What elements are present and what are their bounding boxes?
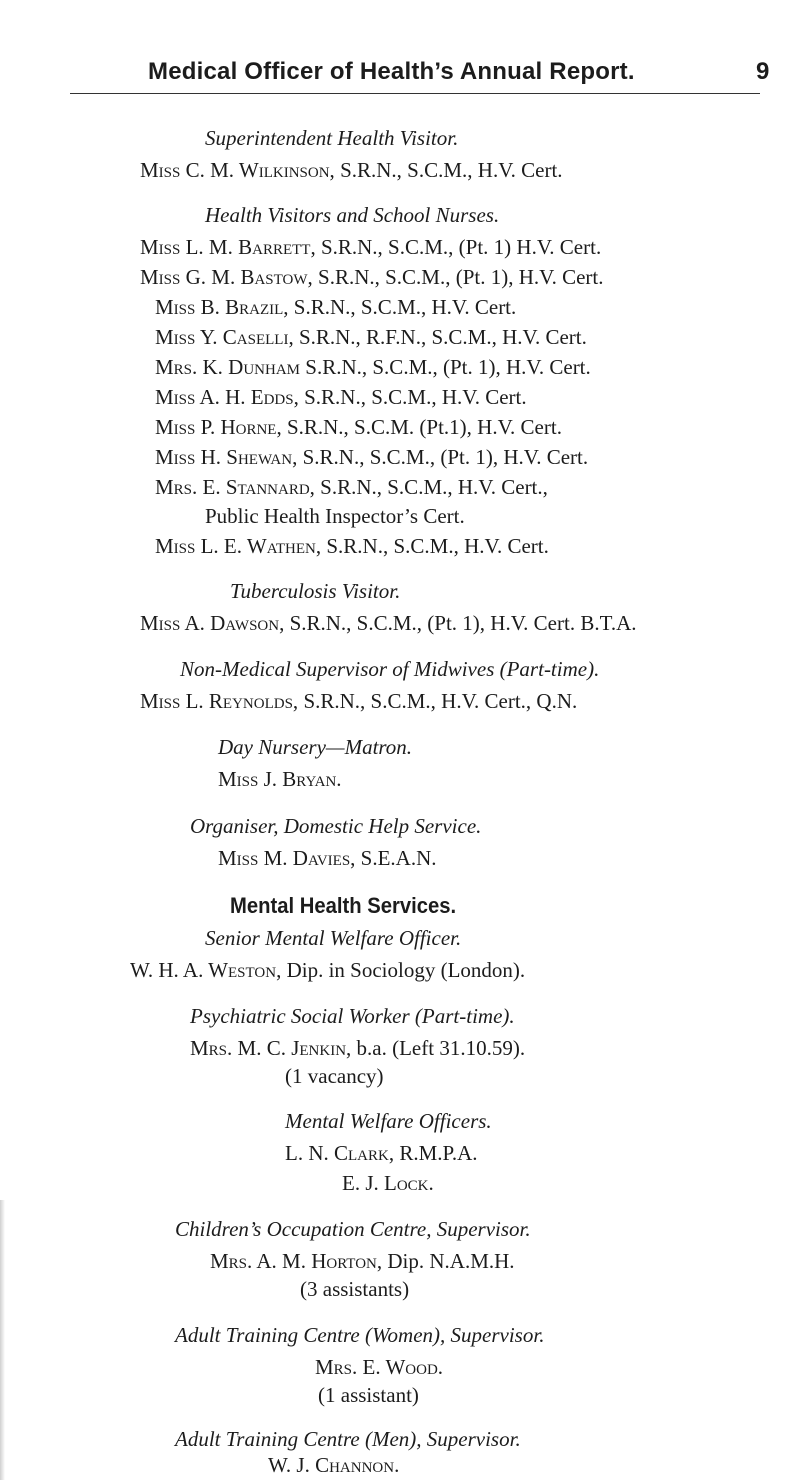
staff-entry-continuation xyxy=(285,1063,384,1089)
staff-entry xyxy=(210,1248,515,1274)
section-heading: Non-Medical Supervisor of Midwives (Part-time). xyxy=(180,657,600,681)
report-title: Medical Officer of Health’s Annual Report. xyxy=(148,58,635,85)
vacancy-note: (1 vacancy) xyxy=(285,1064,384,1088)
staff-name: L. N. Clark, xyxy=(285,1141,395,1165)
staff-name: Miss P. Horne, xyxy=(155,415,282,439)
section-heading: Superintendent Health Visitor. xyxy=(205,126,459,150)
staff-entry xyxy=(140,610,637,636)
staff-entry xyxy=(218,766,342,792)
mental-health-section-title: Mental Health Services. xyxy=(230,893,457,918)
staff-qualifications: S.R.N., S.C.M. (Pt.1), H.V. Cert. xyxy=(286,415,562,439)
staff-qualifications: S.R.N., S.C.M., H.V. Cert. xyxy=(293,295,517,319)
staff-entry xyxy=(155,474,548,500)
binding-shadow xyxy=(0,1200,5,1480)
staff-name: E. J. Lock. xyxy=(342,1171,434,1195)
staff-entry xyxy=(155,444,588,470)
assistants-note: (3 assistants) xyxy=(300,1277,410,1301)
page-number: 9 xyxy=(756,58,770,85)
section-heading: Mental Welfare Officers. xyxy=(285,1109,492,1133)
staff-name: Miss C. M. Wilkinson, xyxy=(140,158,335,182)
staff-name: Mrs. E. Stannard, xyxy=(155,475,315,499)
staff-entry xyxy=(285,1140,478,1166)
staff-qualifications: S.R.N., S.C.M., (Pt. 1), H.V. Cert. B.T.A. xyxy=(289,611,637,635)
assistants-note: (1 assistant) xyxy=(318,1383,419,1407)
staff-entry xyxy=(155,294,516,320)
staff-qualifications: b.a. (Left 31.10.59). xyxy=(356,1036,526,1060)
staff-qualifications: S.R.N., S.C.M., H.V. Cert. xyxy=(340,158,563,182)
staff-entry xyxy=(315,1354,443,1380)
staff-entry-continuation xyxy=(318,1382,419,1408)
staff-name: Mrs. E. Wood. xyxy=(315,1355,444,1379)
staff-qualifications: S.R.N., S.C.M., (Pt. 1) H.V. Cert. xyxy=(320,235,602,259)
staff-qualifications: S.E.A.N. xyxy=(360,846,437,870)
section-heading: Senior Mental Welfare Officer. xyxy=(205,926,462,950)
staff-qualifications: S.R.N., S.C.M., (Pt. 1), H.V. Cert. xyxy=(318,265,604,289)
staff-name: Miss M. Davies, xyxy=(218,846,356,870)
section-heading: Tuberculosis Visitor. xyxy=(230,579,401,603)
staff-name: Mrs. A. M. Horton, xyxy=(210,1249,383,1273)
header-rule xyxy=(70,93,760,94)
staff-entry xyxy=(155,384,527,410)
section-heading: Adult Training Centre (Women), Supervisor. xyxy=(175,1323,545,1347)
staff-name: Miss L. Reynolds, xyxy=(140,689,299,713)
staff-qualifications: R.M.P.A. xyxy=(399,1141,478,1165)
staff-name: Miss J. Bryan. xyxy=(218,767,342,791)
staff-entry xyxy=(130,957,525,983)
staff-entry xyxy=(190,1035,525,1061)
staff-qualifications: Dip. in Sociology (London). xyxy=(286,958,526,982)
section-heading: Day Nursery—Matron. xyxy=(218,735,413,759)
section-heading: Adult Training Centre (Men), Supervisor. xyxy=(175,1427,521,1451)
staff-qualifications: S.R.N., S.C.M., H.V. Cert., Q.N. xyxy=(303,689,578,713)
staff-entry xyxy=(155,533,549,559)
section-heading: Organiser, Domestic Help Service. xyxy=(190,814,482,838)
staff-qualifications: S.R.N., S.C.M., (Pt. 1), H.V. Cert. xyxy=(302,445,589,469)
staff-qualifications: Public Health Inspector’s Cert. xyxy=(205,504,465,528)
staff-entry xyxy=(342,1170,434,1196)
staff-entry xyxy=(218,845,437,871)
staff-entry xyxy=(268,1452,399,1478)
staff-name: Miss B. Brazil, xyxy=(155,295,289,319)
staff-qualifications: S.R.N., S.C.M., (Pt. 1), H.V. Cert. xyxy=(305,355,591,379)
staff-entry xyxy=(155,324,587,350)
staff-name: Miss L. M. Barrett, xyxy=(140,235,316,259)
staff-name: Miss G. M. Bastow, xyxy=(140,265,313,289)
staff-qualifications: S.R.N., S.C.M., H.V. Cert. xyxy=(326,534,549,558)
staff-qualifications: Dip. N.A.M.H. xyxy=(387,1249,515,1273)
staff-name: Miss A. Dawson, xyxy=(140,611,285,635)
staff-entry xyxy=(140,234,601,260)
staff-entry xyxy=(155,414,562,440)
staff-qualifications: S.R.N., S.C.M., H.V. Cert., xyxy=(320,475,548,499)
staff-qualifications: S.R.N., R.F.N., S.C.M., H.V. Cert. xyxy=(298,325,587,349)
staff-name: Miss H. Shewan, xyxy=(155,445,298,469)
staff-entry xyxy=(140,157,563,183)
running-head xyxy=(0,58,800,92)
staff-name: Miss A. H. Edds, xyxy=(155,385,299,409)
section-heading: Children’s Occupation Centre, Supervisor. xyxy=(175,1217,531,1241)
staff-entry-continuation xyxy=(205,503,465,529)
staff-name: Mrs. M. C. Jenkin, xyxy=(190,1036,352,1060)
section-heading: Psychiatric Social Worker (Part-time). xyxy=(190,1004,515,1028)
staff-entry xyxy=(155,354,591,380)
staff-name: Miss Y. Caselli, xyxy=(155,325,294,349)
staff-name: W. J. Channon. xyxy=(268,1453,400,1477)
staff-entry xyxy=(140,688,577,714)
staff-entry-continuation xyxy=(300,1276,409,1302)
staff-qualifications: S.R.N., S.C.M., H.V. Cert. xyxy=(304,385,527,409)
staff-name: Mrs. K. Dunham xyxy=(155,355,301,379)
staff-entry xyxy=(140,264,604,290)
staff-name: Miss L. E. Wathen, xyxy=(155,534,322,558)
staff-name: W. H. A. Weston, xyxy=(130,958,282,982)
section-heading: Health Visitors and School Nurses. xyxy=(205,203,500,227)
